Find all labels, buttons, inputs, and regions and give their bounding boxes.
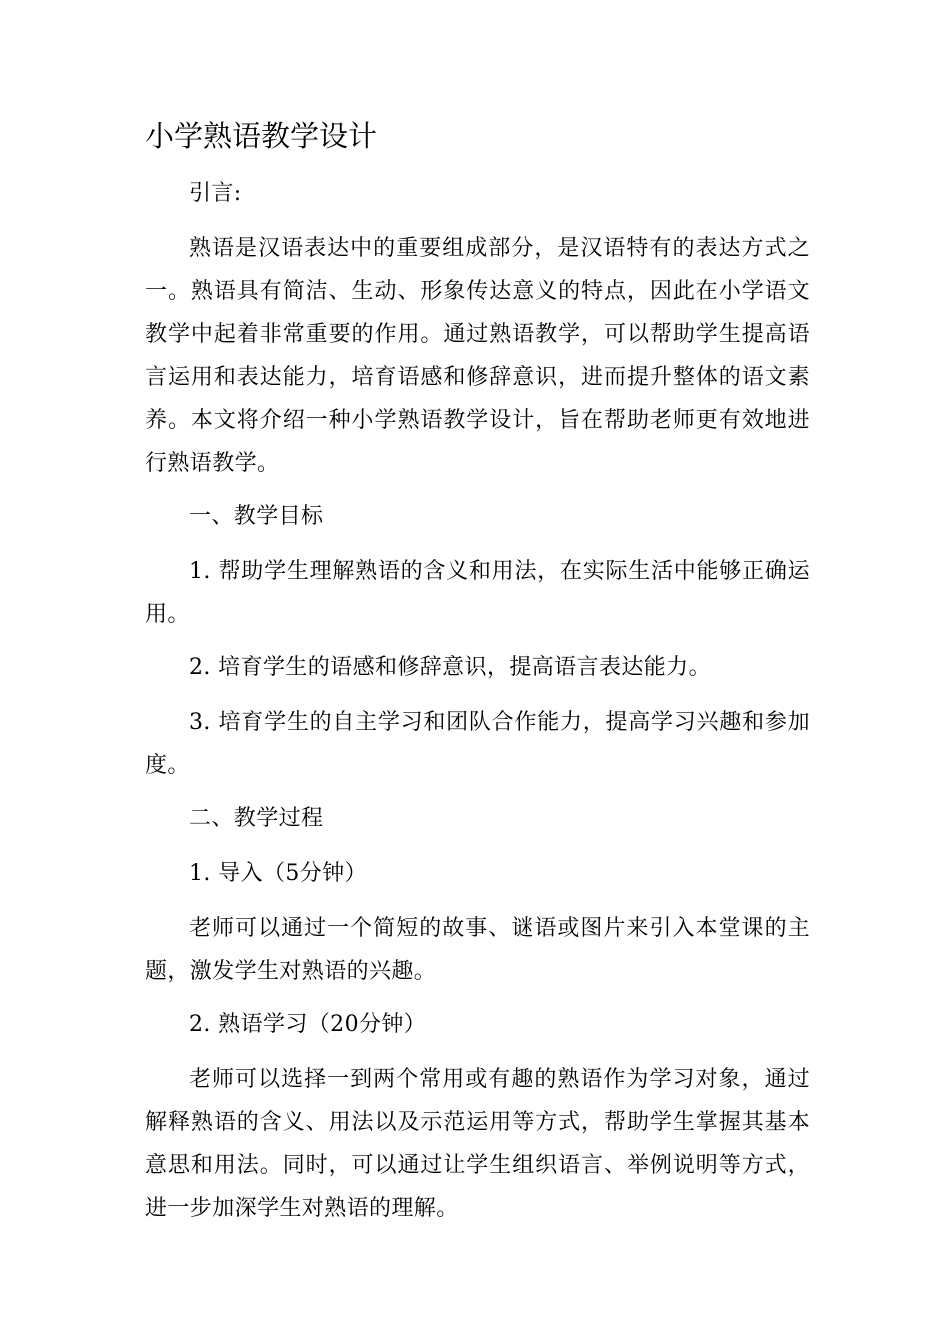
process-step-2-heading: 2. 熟语学习（20分钟） — [189, 1012, 427, 1037]
goal-item-2: 2. 培育学生的语感和修辞意识，提高语言表达能力。 — [189, 655, 711, 680]
document-body — [145, 114, 810, 1240]
goal-item-1: 1. 帮助学生理解熟语的含义和用法，在实际生活中能够正确运用。 — [145, 559, 810, 627]
goal-item-3: 3. 培育学生的自主学习和团队合作能力，提高学习兴趣和参加度。 — [145, 710, 810, 778]
document-title: 小学熟语教学设计 — [145, 119, 378, 153]
section-heading-process: 二、教学过程 — [189, 806, 324, 831]
process-step-1-body: 老师可以通过一个简短的故事、谜语或图片来引入本堂课的主题，激发学生对熟语的兴趣。 — [145, 916, 810, 984]
process-step-1-heading: 1. 导入（5分钟） — [189, 861, 367, 886]
section-heading-goals: 一、教学目标 — [189, 504, 324, 529]
intro-paragraph: 熟语是汉语表达中的重要组成部分，是汉语特有的表达方式之一。熟语具有简洁、生动、形象传达意义的特点，因此在小学语文教学中起着非常重要的作用。通过熟语教学，可以帮助学生提高语言运用和表达能力，培育语感和修辞意识，进而提升整体的语文素养。本文将介绍一种小学熟语教学设计，旨在帮助老师更有效地进行熟语教学。 — [145, 236, 810, 476]
intro-label: 引言: — [189, 181, 242, 206]
process-step-2-body: 老师可以选择一到两个常用或有趣的熟语作为学习对象，通过解释熟语的含义、用法以及示范运用等方式，帮助学生掌握其基本意思和用法。同时，可以通过让学生组织语言、举例说明等方式，进一步加深学生对熟语的理解。 — [145, 1067, 810, 1221]
